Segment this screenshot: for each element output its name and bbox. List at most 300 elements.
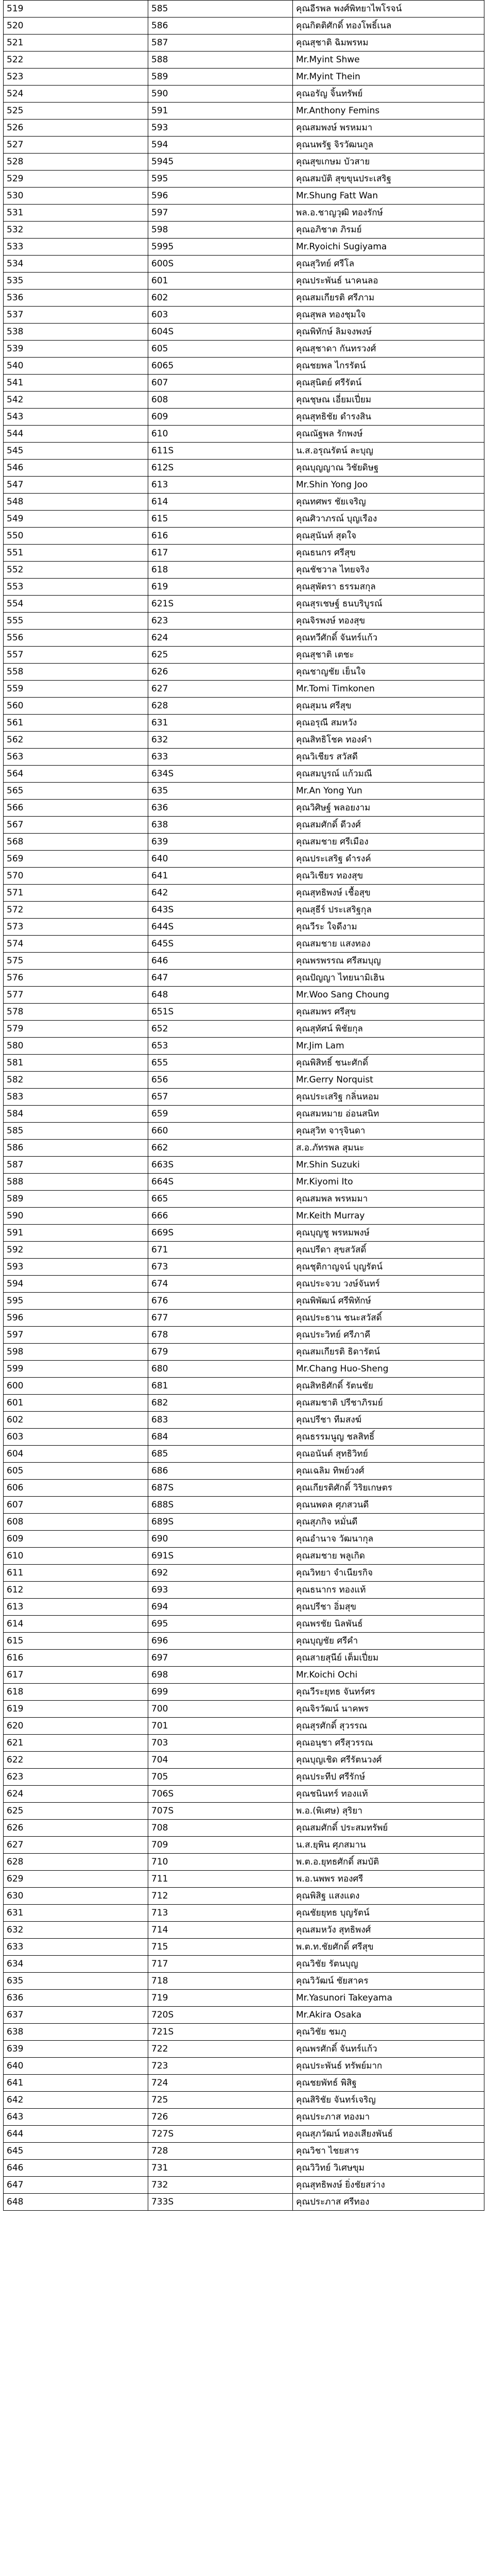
row-number-cell: 524 [4,86,148,103]
table-row [4,919,484,936]
member-code-cell: 600S [148,256,293,273]
member-name-cell: คุณพิพัฒน์ ศรีพิทักษ์ [293,1293,484,1310]
row-number-cell: 628 [4,1854,148,1871]
row-number-cell: 619 [4,1701,148,1718]
member-name-cell: คุณสมชาติ ปรีชาภิรมย์ [293,1395,484,1412]
member-code-cell: 638 [148,817,293,834]
member-name-cell: คุณอรัญ จิ้นทรัพย์ [293,86,484,103]
table-row [4,1888,484,1905]
member-name-cell: คุณเกียรติศักดิ์ วิริยเกษตร [293,1480,484,1497]
row-number-cell: 638 [4,2024,148,2041]
member-code-cell: 685 [148,1446,293,1463]
table-row [4,732,484,749]
member-code-cell: 633 [148,749,293,766]
table-row [4,1497,484,1514]
member-code-cell: 5945 [148,154,293,171]
member-code-cell: 626 [148,664,293,681]
table-row [4,86,484,103]
member-name-cell: คุณพิทักษ์ ลิมจงพงษ์ [293,324,484,341]
row-number-cell: 610 [4,1548,148,1565]
table-row [4,1820,484,1837]
table-row [4,715,484,732]
member-code-cell: 720S [148,2007,293,2024]
table-row [4,2126,484,2143]
member-code-cell: 673 [148,1259,293,1276]
row-number-cell: 526 [4,120,148,137]
table-row [4,970,484,987]
row-number-cell: 561 [4,715,148,732]
row-number-cell: 568 [4,834,148,851]
table-row [4,1276,484,1293]
table-row [4,1854,484,1871]
table-row [4,545,484,562]
table-row [4,494,484,511]
member-name-cell: คุณประพันธ์ นาคนลอ [293,273,484,290]
member-code-cell: 659 [148,1106,293,1123]
row-number-cell: 622 [4,1752,148,1769]
member-code-cell: 707S [148,1803,293,1820]
table-row [4,1225,484,1242]
table-row [4,460,484,477]
table-row [4,834,484,851]
member-name-cell: คุณสมศักดิ์ ประสมทรัพย์ [293,1820,484,1837]
member-code-cell: 679 [148,1344,293,1361]
row-number-cell: 595 [4,1293,148,1310]
member-code-cell: 674 [148,1276,293,1293]
member-name-cell: Mr.Akira Osaka [293,2007,484,2024]
table-row [4,2024,484,2041]
member-name-cell: คุณปรีดา สุขสวัสดิ์ [293,1242,484,1259]
member-name-cell: Mr.Shin Suzuki [293,1157,484,1174]
member-name-cell: คุณสุรศักดิ์ สุวรรณ [293,1718,484,1735]
table-row [4,1752,484,1769]
table-row [4,1344,484,1361]
member-table [3,0,484,2211]
member-code-cell: 585 [148,1,293,18]
member-code-cell: 639 [148,834,293,851]
member-code-cell: 648 [148,987,293,1004]
row-number-cell: 581 [4,1055,148,1072]
table-row [4,205,484,222]
table-row [4,1480,484,1497]
member-name-cell: คุณสุชาติ เตชะ [293,647,484,664]
member-code-cell: 690 [148,1531,293,1548]
row-number-cell: 643 [4,2109,148,2126]
row-number-cell: 606 [4,1480,148,1497]
table-row [4,1208,484,1225]
table-row [4,1769,484,1786]
table-row [4,1684,484,1701]
member-code-cell: 596 [148,188,293,205]
member-code-cell: 651S [148,1004,293,1021]
row-number-cell: 596 [4,1310,148,1327]
row-number-cell: 623 [4,1769,148,1786]
row-number-cell: 570 [4,868,148,885]
member-code-cell: 688S [148,1497,293,1514]
table-row [4,35,484,52]
row-number-cell: 585 [4,1123,148,1140]
row-number-cell: 572 [4,902,148,919]
table-row [4,477,484,494]
table-row [4,409,484,426]
member-name-cell: คุณประเสริฐ ดำรงค์ [293,851,484,868]
member-name-cell: คุณประธาน ชนะสวัสดิ์ [293,1310,484,1327]
row-number-cell: 541 [4,375,148,392]
table-row [4,1514,484,1531]
member-name-cell: พ.อ.นพพร ทองศรี [293,1871,484,1888]
row-number-cell: 640 [4,2058,148,2075]
table-row [4,1191,484,1208]
member-code-cell: 631 [148,715,293,732]
table-row [4,1293,484,1310]
table-row [4,52,484,69]
member-code-cell: 715 [148,1939,293,1956]
member-name-cell: คุณณัฐพล รักพงษ์ [293,426,484,443]
row-number-cell: 632 [4,1922,148,1939]
member-name-cell: คุณสิทธิศักดิ์ รัตนชัย [293,1378,484,1395]
row-number-cell: 590 [4,1208,148,1225]
member-name-cell: คุณสุมน ศรีสุข [293,698,484,715]
member-name-cell: คุณสมเกียรติ ธิดารัตน์ [293,1344,484,1361]
member-code-cell: 613 [148,477,293,494]
row-number-cell: 624 [4,1786,148,1803]
member-name-cell: Mr.Keith Murray [293,1208,484,1225]
row-number-cell: 599 [4,1361,148,1378]
row-number-cell: 558 [4,664,148,681]
row-number-cell: 587 [4,1157,148,1174]
member-code-cell: 706S [148,1786,293,1803]
member-name-cell: คุณนพรัฐ จิรวัฒนกูล [293,137,484,154]
row-number-cell: 549 [4,511,148,528]
table-row [4,1718,484,1735]
member-name-cell: คุณจิรวัฒน์ นาคพร [293,1701,484,1718]
member-name-cell: คุณสมชาย พลูเกิด [293,1548,484,1565]
member-code-cell: 644S [148,919,293,936]
table-row [4,528,484,545]
row-number-cell: 530 [4,188,148,205]
member-name-cell: คุณสุพล ทองชุมใจ [293,307,484,324]
member-code-cell: 597 [148,205,293,222]
table-row [4,647,484,664]
member-code-cell: 682 [148,1395,293,1412]
member-name-cell: คุณธรรมนูญ ชลสิทธิ์ [293,1429,484,1446]
table-row [4,1072,484,1089]
member-name-cell: คุณประวิทย์ ศรีภาคี [293,1327,484,1344]
table-row [4,426,484,443]
member-name-cell: คุณวิศิษฐ์ พลอยงาม [293,800,484,817]
table-row [4,1463,484,1480]
table-row [4,1259,484,1276]
member-name-cell: คุณสุพัตรา ธรรมสกุล [293,579,484,596]
member-code-cell: 621S [148,596,293,613]
member-code-cell: 726 [148,2109,293,2126]
member-name-cell: คุณสุวิท จารุจินดา [293,1123,484,1140]
member-name-cell: คุณประเสริฐ กลิ่นหอม [293,1089,484,1106]
table-row [4,511,484,528]
table-row [4,103,484,120]
table-row [4,358,484,375]
table-row [4,1633,484,1650]
member-code-cell: 678 [148,1327,293,1344]
table-row [4,817,484,834]
member-code-cell: 718 [148,1973,293,1990]
member-code-cell: 693 [148,1582,293,1599]
member-code-cell: 632 [148,732,293,749]
row-number-cell: 593 [4,1259,148,1276]
table-row [4,18,484,35]
member-name-cell: คุณบุญเชิด ศรีรัตนวงศ์ [293,1752,484,1769]
member-name-cell: คุณวิชัย รัตนบุญ [293,1956,484,1973]
row-number-cell: 560 [4,698,148,715]
row-number-cell: 639 [4,2041,148,2058]
member-code-cell: 727S [148,2126,293,2143]
row-number-cell: 618 [4,1684,148,1701]
row-number-cell: 550 [4,528,148,545]
member-name-cell: คุณสมศักดิ์ ดีวงศ์ [293,817,484,834]
table-row [4,1106,484,1123]
row-number-cell: 537 [4,307,148,324]
row-number-cell: 534 [4,256,148,273]
table-row [4,1123,484,1140]
table-row [4,222,484,239]
table-row [4,1667,484,1684]
row-number-cell: 565 [4,783,148,800]
row-number-cell: 598 [4,1344,148,1361]
row-number-cell: 617 [4,1667,148,1684]
member-code-cell: 605 [148,341,293,358]
member-code-cell: 615 [148,511,293,528]
member-name-cell: คุณทศพร ชัยเจริญ [293,494,484,511]
table-row [4,1174,484,1191]
member-name-cell: คุณสมบูรณ์ แก้วมณี [293,766,484,783]
member-code-cell: 731 [148,2160,293,2177]
table-row [4,1871,484,1888]
member-code-cell: 607 [148,375,293,392]
row-number-cell: 626 [4,1820,148,1837]
member-table-body [4,1,484,2211]
member-code-cell: 646 [148,953,293,970]
member-name-cell: คุณสุนันท์ สุดใจ [293,528,484,545]
member-code-cell: 601 [148,273,293,290]
member-code-cell: 671 [148,1242,293,1259]
member-code-cell: 733S [148,2194,293,2211]
row-number-cell: 555 [4,613,148,630]
member-code-cell: 696 [148,1633,293,1650]
member-code-cell: 701 [148,1718,293,1735]
member-code-cell: 662 [148,1140,293,1157]
table-row [4,1242,484,1259]
member-code-cell: 691S [148,1548,293,1565]
row-number-cell: 601 [4,1395,148,1412]
member-code-cell: 714 [148,1922,293,1939]
member-name-cell: คุณจิรพงษ์ ทองสุข [293,613,484,630]
member-name-cell: Mr.Tomi Timkonen [293,681,484,698]
member-name-cell: คุณวิชา ไชยสาร [293,2143,484,2160]
table-row [4,375,484,392]
table-row [4,1531,484,1548]
row-number-cell: 557 [4,647,148,664]
member-name-cell: คุณวิทยา จำเนียรกิจ [293,1565,484,1582]
member-name-cell: คุณอำนาจ วัฒนากุล [293,1531,484,1548]
member-code-cell: 635 [148,783,293,800]
member-code-cell: 686 [148,1463,293,1480]
table-row [4,443,484,460]
member-name-cell: คุณอนุชา ศรีสุวรรณ [293,1735,484,1752]
table-row [4,341,484,358]
table-row [4,579,484,596]
member-code-cell: 588 [148,52,293,69]
member-code-cell: 657 [148,1089,293,1106]
row-number-cell: 634 [4,1956,148,1973]
row-number-cell: 588 [4,1174,148,1191]
table-row [4,1735,484,1752]
member-code-cell: 647 [148,970,293,987]
row-number-cell: 520 [4,18,148,35]
row-number-cell: 521 [4,35,148,52]
table-row [4,2109,484,2126]
table-row [4,681,484,698]
member-code-cell: 624 [148,630,293,647]
member-name-cell: คุณสุทธิพงษ์ ยิ่งชัยสว่าง [293,2177,484,2194]
member-code-cell: 704 [148,1752,293,1769]
row-number-cell: 600 [4,1378,148,1395]
table-row [4,613,484,630]
member-code-cell: 699 [148,1684,293,1701]
member-name-cell: Mr.Myint Thein [293,69,484,86]
table-row [4,596,484,613]
row-number-cell: 589 [4,1191,148,1208]
table-row [4,1089,484,1106]
row-number-cell: 582 [4,1072,148,1089]
member-code-cell: 722 [148,2041,293,2058]
member-name-cell: คุณสุทัศน์ พิชัยกุล [293,1021,484,1038]
member-name-cell: คุณประจวบ วงษ์จันทร์ [293,1276,484,1293]
table-row [4,783,484,800]
member-name-cell: คุณสุวิทย์ ศรีโล [293,256,484,273]
table-row [4,630,484,647]
row-number-cell: 531 [4,205,148,222]
member-name-cell: คุณบุญญาณ วิชัยดิษฐ [293,460,484,477]
table-row [4,2007,484,2024]
row-number-cell: 569 [4,851,148,868]
row-number-cell: 609 [4,1531,148,1548]
member-code-cell: 664S [148,1174,293,1191]
row-number-cell: 602 [4,1412,148,1429]
member-name-cell: คุณสิริชัย จันทร์เจริญ [293,2092,484,2109]
row-number-cell: 547 [4,477,148,494]
row-number-cell: 627 [4,1837,148,1854]
row-number-cell: 546 [4,460,148,477]
row-number-cell: 642 [4,2092,148,2109]
table-row [4,324,484,341]
row-number-cell: 529 [4,171,148,188]
row-number-cell: 604 [4,1446,148,1463]
member-name-cell: คุณสุชาติ ฉิมพรหม [293,35,484,52]
member-code-cell: 689S [148,1514,293,1531]
member-code-cell: 604S [148,324,293,341]
member-code-cell: 687S [148,1480,293,1497]
table-row [4,1140,484,1157]
member-code-cell: 660 [148,1123,293,1140]
table-row [4,936,484,953]
member-code-cell: 719 [148,1990,293,2007]
member-code-cell: 616 [148,528,293,545]
member-code-cell: 618 [148,562,293,579]
member-code-cell: 725 [148,2092,293,2109]
member-name-cell: Mr.Shin Yong Joo [293,477,484,494]
member-code-cell: 663S [148,1157,293,1174]
member-name-cell: พ.อ.(พิเศษ) สุริยา [293,1803,484,1820]
table-row [4,1429,484,1446]
row-number-cell: 613 [4,1599,148,1616]
row-number-cell: 592 [4,1242,148,1259]
member-name-cell: คุณชุติกาญจน์ บุญรัตน์ [293,1259,484,1276]
member-code-cell: 634S [148,766,293,783]
member-code-cell: 697 [148,1650,293,1667]
row-number-cell: 545 [4,443,148,460]
row-number-cell: 522 [4,52,148,69]
table-row [4,885,484,902]
member-name-cell: คุณประภาส ทองมา [293,2109,484,2126]
row-number-cell: 607 [4,1497,148,1514]
member-code-cell: 692 [148,1565,293,1582]
member-code-cell: 595 [148,171,293,188]
member-name-cell: คุณสมพร ศรีสุข [293,1004,484,1021]
table-row [4,2041,484,2058]
member-code-cell: 6065 [148,358,293,375]
table-row [4,1395,484,1412]
member-code-cell: 614 [148,494,293,511]
table-row [4,1803,484,1820]
member-name-cell: คุณปรีชา อิ่มสุข [293,1599,484,1616]
member-name-cell: คุณสายสุนีย์ เต็มเปี่ยม [293,1650,484,1667]
member-name-cell: คุณปัญญา ไทยนามิเฮิน [293,970,484,987]
member-code-cell: 594 [148,137,293,154]
member-code-cell: 665 [148,1191,293,1208]
table-row [4,2160,484,2177]
member-code-cell: 586 [148,18,293,35]
table-row [4,2058,484,2075]
member-code-cell: 703 [148,1735,293,1752]
row-number-cell: 583 [4,1089,148,1106]
member-code-cell: 721S [148,2024,293,2041]
table-row [4,1922,484,1939]
member-code-cell: 695 [148,1616,293,1633]
member-code-cell: 656 [148,1072,293,1089]
member-name-cell: คุณสมเกียรติ ศรีภาม [293,290,484,307]
member-name-cell: คุณประทีป ศรีรักษ์ [293,1769,484,1786]
member-code-cell: 641 [148,868,293,885]
row-number-cell: 574 [4,936,148,953]
table-row [4,1378,484,1395]
row-number-cell: 540 [4,358,148,375]
member-code-cell: 643S [148,902,293,919]
member-name-cell: คุณสมพงษ์ พรหมมา [293,120,484,137]
member-code-cell: 610 [148,426,293,443]
member-name-cell: Mr.Koichi Ochi [293,1667,484,1684]
row-number-cell: 571 [4,885,148,902]
table-row [4,307,484,324]
member-name-cell: คุณชาญชัย เย็นใจ [293,664,484,681]
member-code-cell: 732 [148,2177,293,2194]
row-number-cell: 575 [4,953,148,970]
row-number-cell: 535 [4,273,148,290]
row-number-cell: 562 [4,732,148,749]
table-row [4,851,484,868]
table-row [4,1,484,18]
table-row [4,800,484,817]
table-row [4,1157,484,1174]
